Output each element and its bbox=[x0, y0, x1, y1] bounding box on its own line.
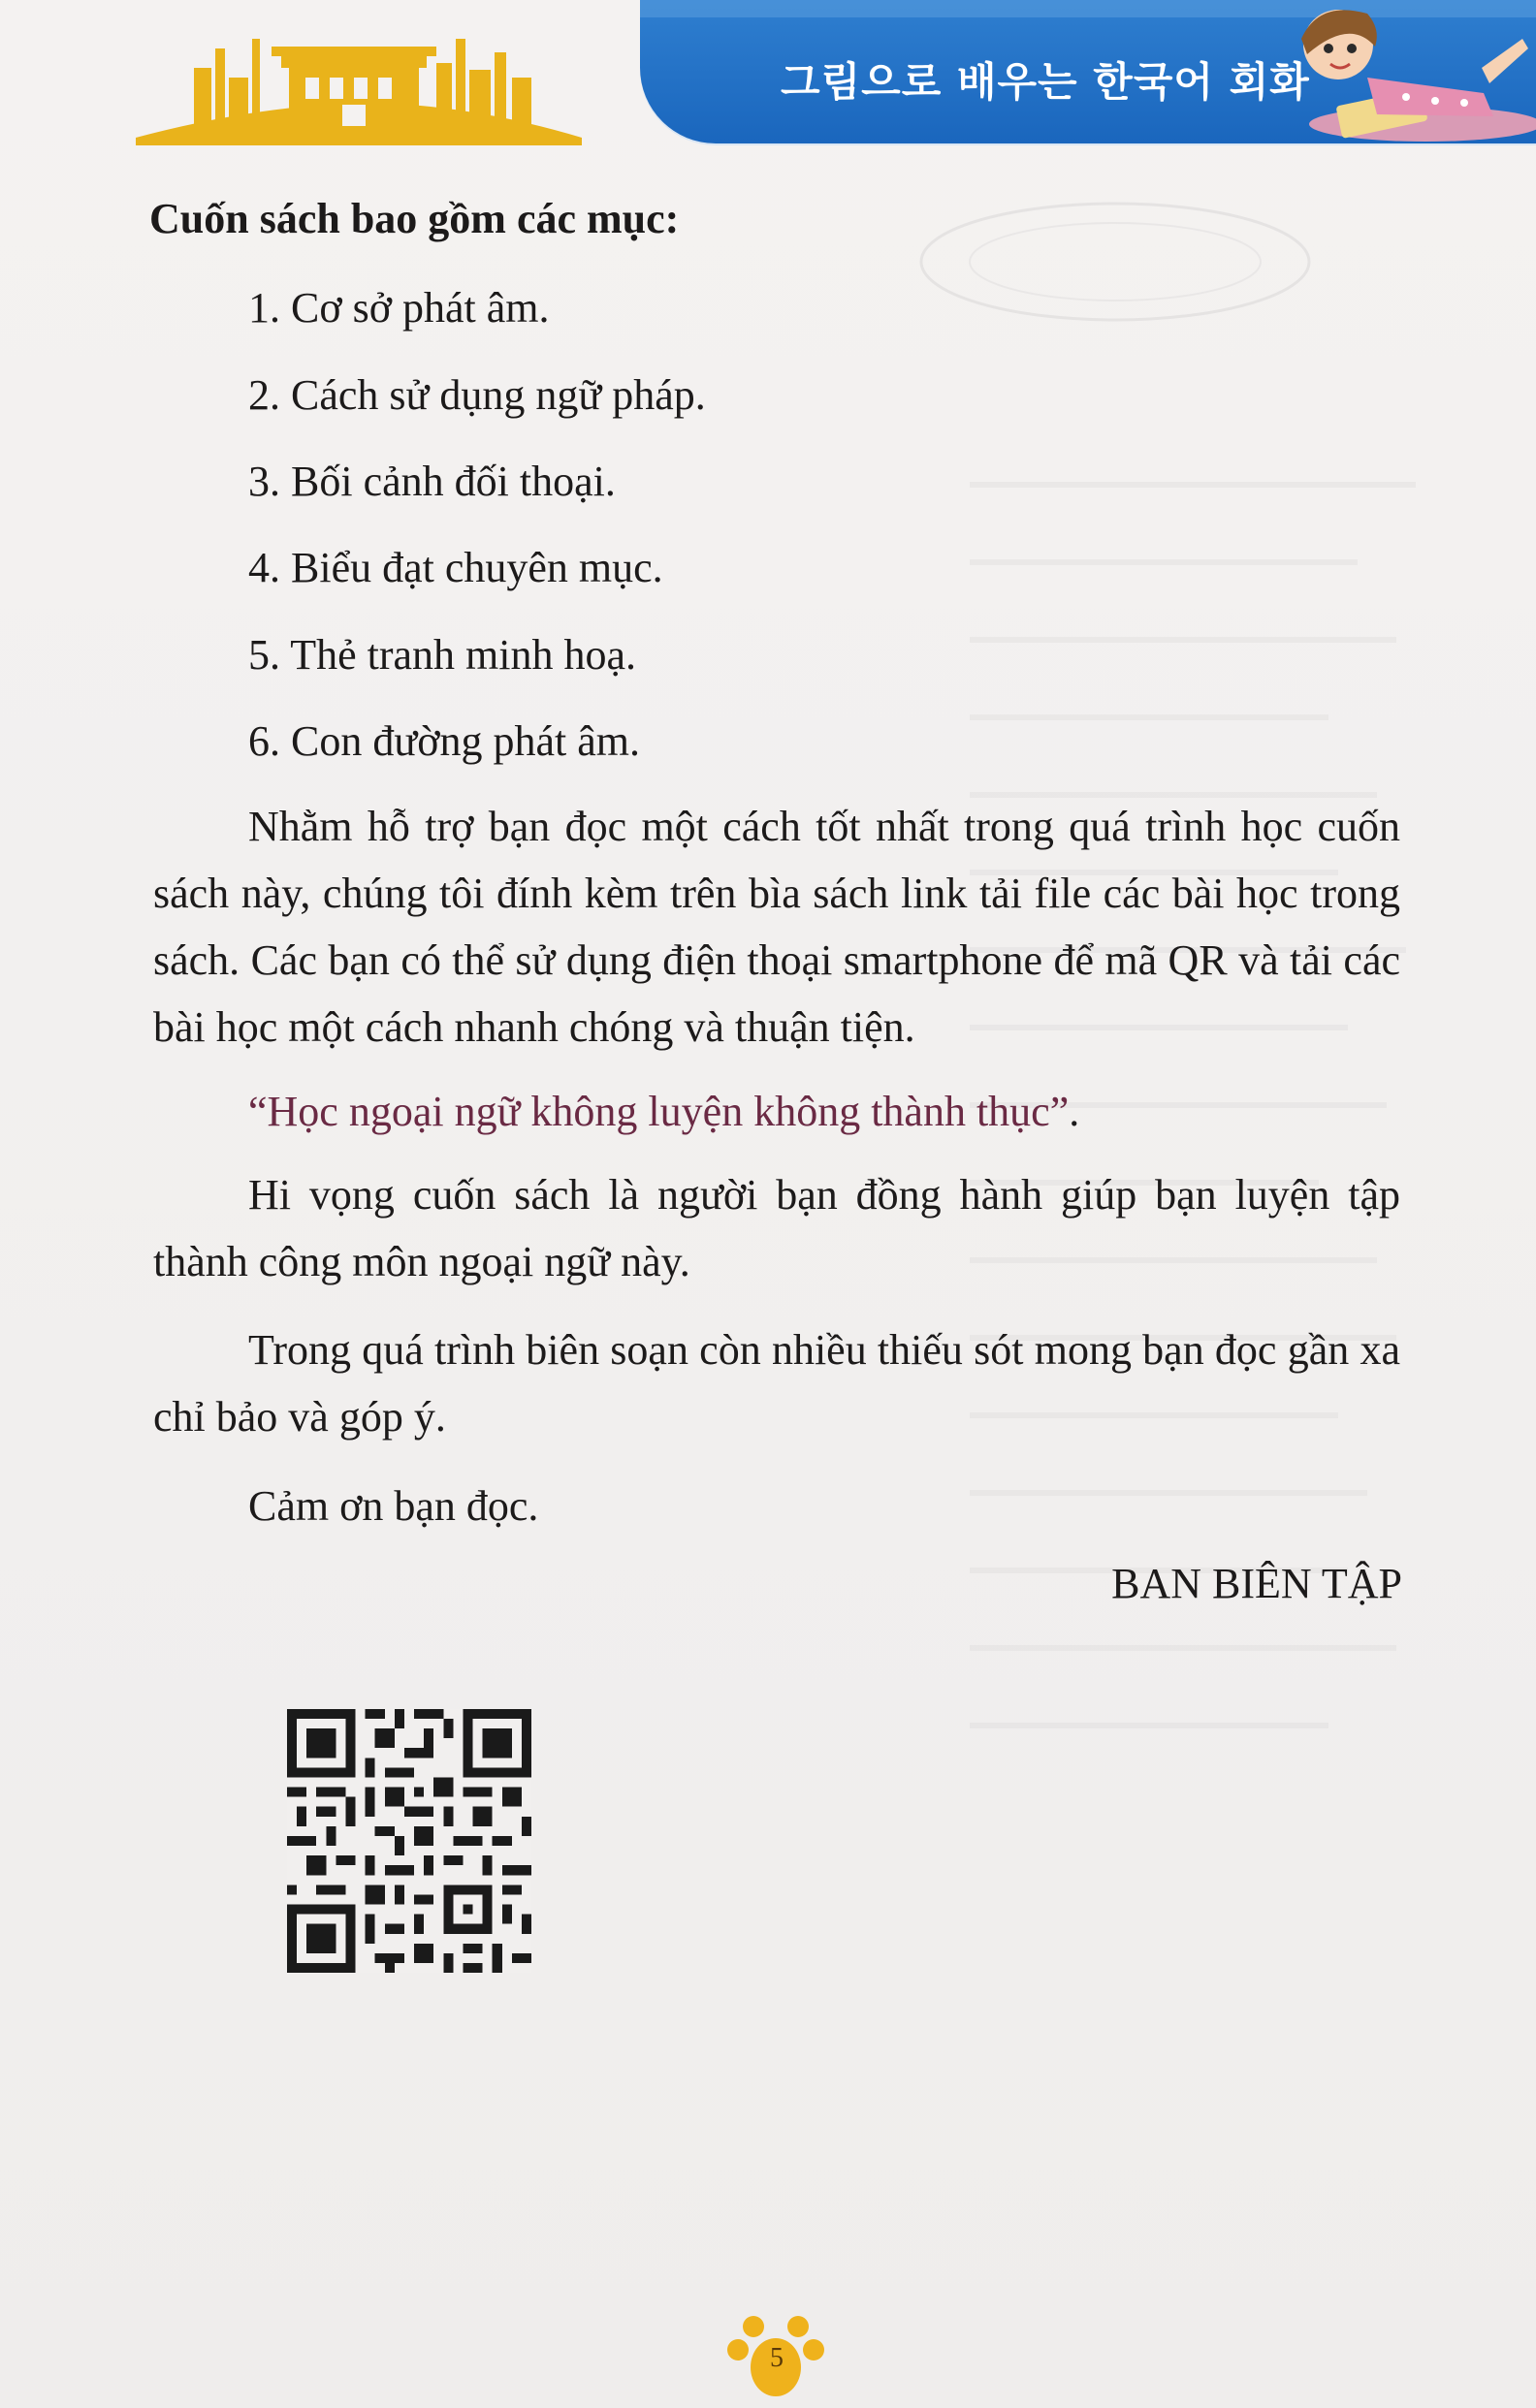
page-number: 5 bbox=[770, 2343, 784, 2373]
list-item: 2. Cách sử dụng ngữ pháp. bbox=[248, 371, 706, 419]
paragraph-download-info: Nhằm hỗ trợ bạn đọc một cách tốt nhất trong quá trình học cuốn sách này, chúng tôi đính kèm trên bìa sách link tải file các bài học trong sách. Các bạn có thể sử dụng điện thoại smartphone để mã QR và tải các bài học một cách nhanh chóng và thuận tiện. bbox=[153, 803, 1400, 1051]
list-item: 4. Biểu đạt chuyên mục. bbox=[248, 544, 663, 591]
header-title: 그림으로 배우는 한국어 회화 bbox=[781, 58, 1310, 106]
quote-text: “Học ngoại ngữ không luyện không thành thục” bbox=[248, 1088, 1070, 1135]
intro-heading: Cuốn sách bao gồm các mục: bbox=[149, 195, 680, 242]
paragraph-hope: Hi vọng cuốn sách là người bạn đồng hành giúp bạn luyện tập thành công môn ngoại ngữ này. bbox=[153, 1171, 1400, 1285]
list-item: 3. Bối cảnh đối thoại. bbox=[248, 458, 616, 505]
reading-girl-illustration bbox=[1261, 0, 1536, 145]
thanks-line: Cảm ơn bạn đọc. bbox=[248, 1482, 539, 1530]
qr-code-icon bbox=[287, 1706, 531, 1976]
city-skyline-icon bbox=[136, 10, 582, 145]
quote-line bbox=[153, 1078, 1400, 1145]
list-item: 5. Thẻ tranh minh hoạ. bbox=[248, 631, 636, 679]
page-number-badge bbox=[722, 2307, 829, 2408]
list-item: 1. Cơ sở phát âm. bbox=[248, 284, 550, 332]
paragraph-feedback: Trong quá trình biên soạn còn nhiều thiếu sót mong bạn đọc gần xa chỉ bảo và góp ý. bbox=[153, 1326, 1400, 1441]
quote-period: . bbox=[1069, 1088, 1080, 1135]
list-item: 6. Con đường phát âm. bbox=[248, 717, 640, 765]
signature: BAN BIÊN TẬP bbox=[1111, 1560, 1402, 1607]
